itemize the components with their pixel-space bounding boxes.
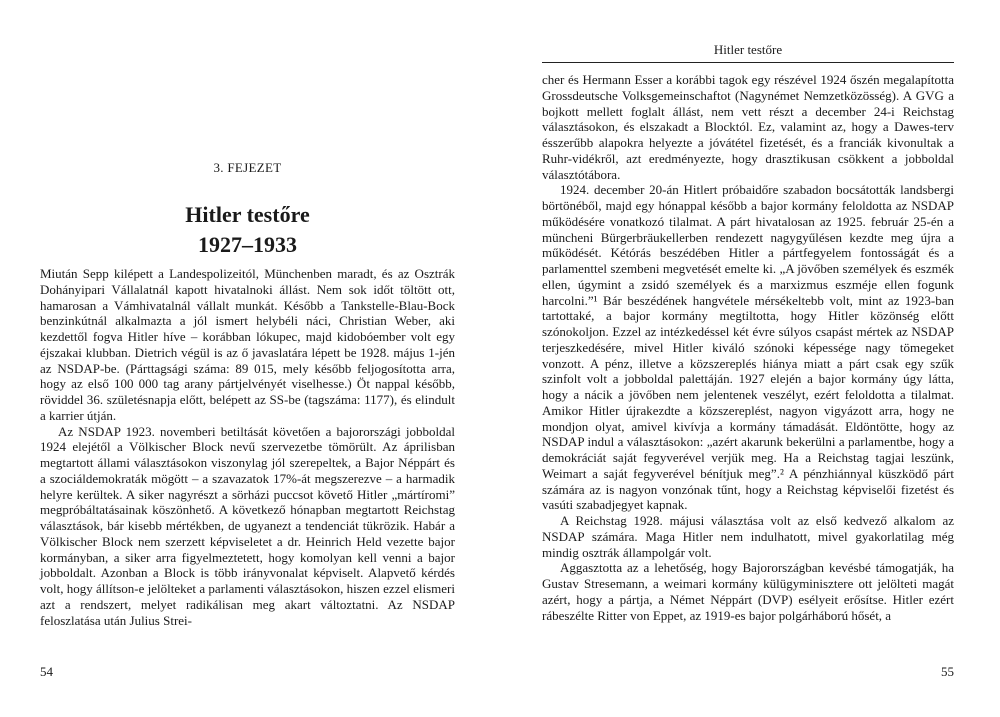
chapter-title-line-1: Hitler testőre xyxy=(185,202,310,227)
left-body-text xyxy=(40,266,455,628)
page-number-left: 54 xyxy=(40,664,53,679)
paragraph: cher és Hermann Esser a korábbi tagok egy részével 1924 őszén megalapította Grossdeutsche Volksgemeinschaftot (Nagynémet Nemzetközösség). A GVG a bojkott mellett foglalt állást, nem vett részt a december 24-i Reichstag választásokon, és elszakadt a Blocktól. Ez, valamint az, hogy a Dawes-terv ésszerűbb alapokra helyezte a jóvátétel fizetését, és a franciák kivonultak a Ruhr-vidékről, azt eredményezte, hogy drasztikusan csökkent a jobboldal választótábora. xyxy=(542,72,954,182)
paragraph: Miután Sepp kilépett a Landespolizeitól, Münchenben maradt, és az Osztrák Dohányipari Vállalatnál kapott hivatalnoki állást. Nem sok időt töltött ott, hamarosan a Vámhivatalnál vállalt munkát. Később a Tankstelle-Blau-Bock benzinkútnál alkalmazta a jól ismert helybéli náci, Christian Weber, aki kezdettől fogva Hitler híve – korábban lókupec, majd kidobóember volt egy éjszakai klubban. Dietrich végül is az ő javaslatára lépett be 1928. május 1-jén az NSDAP-be. (Párttagsági száma: 89 015, mely később feljogosította arra, hogy az első 100 000 tag arany pártjelvényét viselhesse.) Öt nappal később, röviddel 36. születésnapja előtt, belépett az SS-be (tagszáma: 1177), és elindult a karrier útján. xyxy=(40,266,455,423)
chapter-title-line-2: 1927–1933 xyxy=(198,232,297,257)
paragraph: Az NSDAP 1923. novemberi betiltását követően a bajorországi jobboldal 1924 elejétől a Völkischer Block nevű szervezetbe tömörült. Az áprilisban megtartott állami választásokon viszonylag jól szerepeltek, a Bajor Néppárt és a szociáldemokraták mögött – a szavazatok 17%-át megszerezve – a harmadik helyre kerültek. A siker nagyrészt a sörházi puccsot követő Hitler „mártíromi” megpróbáltatásainak köszönhető. A következő hónapban megtartott Reichstag választások, bár kisebb mértékben, de ugyanezt a tendenciát tükrözik. Habár a Völkischer Block nem szerzett képviseletet a dr. Heinrich Held vezette bajor kormányban, a siker arra figyelmeztetett, hogy komolyan kell venni a bajor jobboldalt. Azonban a Block is több irányvonalat képviselt. Alapvető kérdés volt, hogy állítson-e jelölteket a parlamenti választásokon, hiszen ezzel elismeri azt a rendszert, melyet radikálisan meg akart változtatni. Az NSDAP feloszlatása után Julius Strei- xyxy=(40,423,455,628)
chapter-label: 3. FEJEZET xyxy=(213,160,282,175)
paragraph: 1924. december 20-án Hitlert próbaidőre szabadon bocsátották landsbergi börtönéből, majd egy hónappal később a bajor kormány feloldotta az NSDAP működésére vonatkozó tilalmat. A párt hivatalosan az 1925. február 25-én a müncheni Bürgerbräukellerben rendezett nagygyűlésen kezdte meg újra a működését. Kétórás beszédében Hitler a pártfegyelem fontosságát és a parlamenttel szembeni megvetését emelte ki. „A jövőben személyek és eszmék ellen, úgymint a zsidó személyek és a marxizmus eszméje ellen fogunk harcolni.”¹ Bár beszédének hangvétele mérsékeltebb volt, mint az 1923-ban tartottaké, a bajor kormány megtiltotta, hogy Hitler közönség előtt szónokoljon. Ezzel az intézkedéssel két évre súlyos csapást mértek az NSDAP terjeszkedésére, mivel Hitler kiváló szónoki képessége nagy tömegeket vonzott. A pénz, illetve a közszereplés hiánya miatt a párt csak egy szűk szinfolt volt a jobboldal palettáján. 1927 elején a bajor kormány úgy látta, hogy a nácik a jövőben nem jelentenek veszélyt, ezért feloldotta a tilalmat. Amikor Hitler újrakezdte a közszereplést, nagyon vigyázott arra, hogy ne mondjon olyat, amivel kivívja a kormány támadását. Eldöntötte, hogy az NSDAP indul a választásokon: „azért akarunk bekerülni a parlamentbe, hogy a demokráciát saját fegyverével verjük meg. Ha a Reichstag tagjai leszünk, Weimart a saját fegyverével bénítjuk meg”.² A pénzhiánnyal küszködő párt számára az is nagyon vonzónak tűnt, hogy a Reichstag képviselői fizetést és vasúti szabadjegyet kapnak. xyxy=(542,182,954,513)
paragraph: A Reichstag 1928. májusi választása volt az első kedvező alkalom az NSDAP számára. Maga Hitler nem indulhatott, mivel gyakorlatilag még mindig osztrák állampolgár volt. xyxy=(542,513,954,560)
page-number-right: 55 xyxy=(941,664,954,679)
paragraph: Aggasztotta az a lehetőség, hogy Bajorországban kevésbé támogatják, ha Gustav Stresemann, a weimari kormány külügyminisztere ott jelölteti magát azért, hogy a pártja, a Német Néppárt (DVP) esélyeit erősítse. Hitler ezért rábeszélte Ritter von Eppet, az 1919-es bajor polgárháború hősét, a xyxy=(542,560,954,623)
right-body-text xyxy=(542,72,954,623)
running-header: Hitler testőre xyxy=(542,42,954,63)
chapter-title xyxy=(40,200,455,260)
